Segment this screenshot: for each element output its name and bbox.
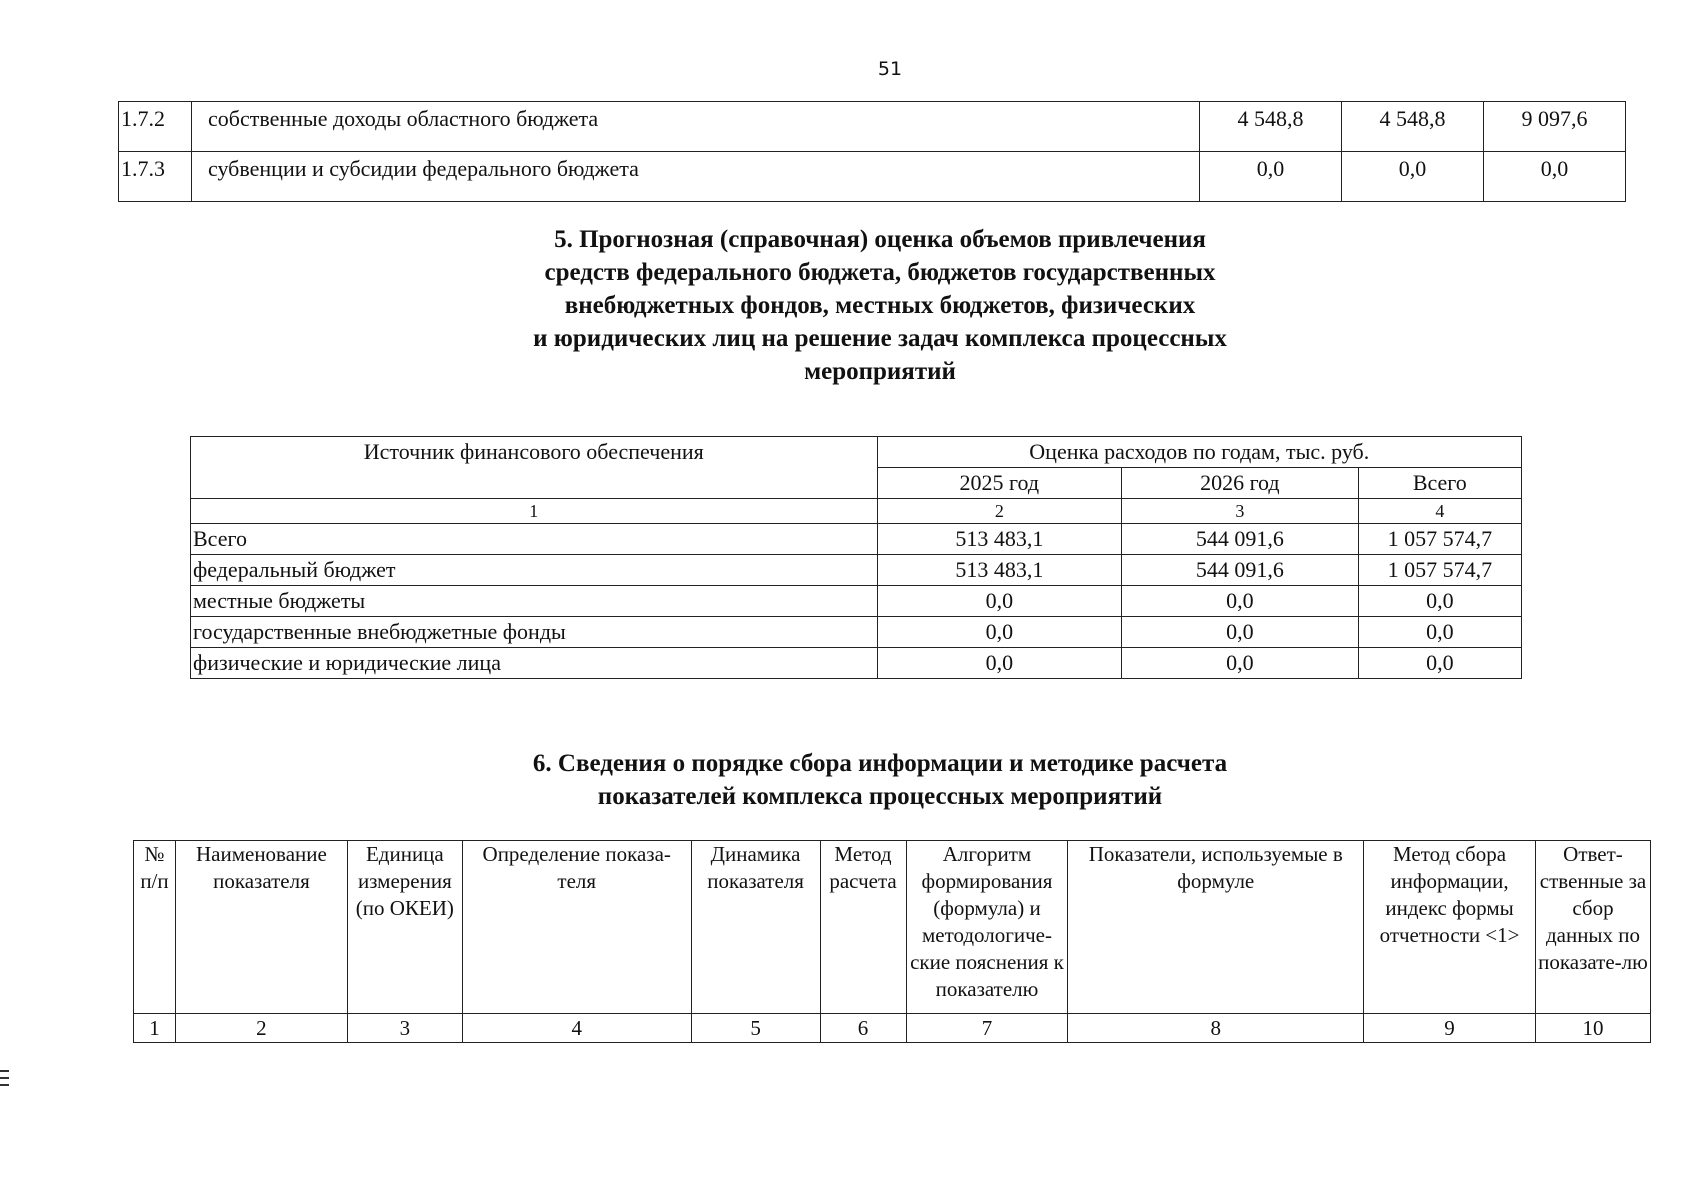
header-indicator-name: Наименование показателя [175,841,347,1014]
header-row [191,437,1522,468]
row-value-3: 0,0 [1484,152,1626,202]
header-formula-indicators: Показатели, используемые в формуле [1068,841,1364,1014]
row-value-1: 4 548,8 [1200,102,1342,152]
index-cell: 10 [1536,1014,1651,1043]
index-cell: 4 [462,1014,691,1043]
index-cell: 1 [134,1014,176,1043]
index-cell: 2 [877,499,1122,524]
row-2025: 0,0 [877,586,1122,617]
table-budget-continuation [118,101,1626,202]
row-2025: 0,0 [877,648,1122,679]
header-definition: Определение показа-теля [462,841,691,1014]
table-financing-estimate [190,436,1522,679]
row-label: физические и юридические лица [191,648,878,679]
row-2025: 513 483,1 [877,524,1122,555]
row-code: 1.7.2 [119,102,192,152]
table-row [191,555,1522,586]
index-cell: 3 [1122,499,1359,524]
header-source: Источник финансового обеспечения [191,437,878,499]
section5-title-line: внебюджетных фондов, местных бюджетов, физических [564,292,1196,319]
index-cell: 3 [347,1014,462,1043]
header-estimate: Оценка расходов по годам, тыс. руб. [877,437,1521,468]
row-total: 0,0 [1358,617,1521,648]
table-row [191,586,1522,617]
row-2026: 0,0 [1122,617,1359,648]
section5-title-line: мероприятий [804,358,956,385]
row-2025: 0,0 [877,617,1122,648]
row-value-2: 4 548,8 [1342,102,1484,152]
header-dynamics: Динамика показателя [691,841,820,1014]
table-row [191,648,1522,679]
index-cell: 8 [1068,1014,1364,1043]
section5-title [0,223,1697,388]
row-name: субвенции и субсидии федерального бюджета [192,152,1200,202]
row-total: 1 057 574,7 [1358,524,1521,555]
row-label: государственные внебюджетные фонды [191,617,878,648]
index-cell: 4 [1358,499,1521,524]
header-year-2026: 2026 год [1122,468,1359,499]
row-2026: 544 091,6 [1122,524,1359,555]
header-year-2025: 2025 год [877,468,1122,499]
row-2025: 513 483,1 [877,555,1122,586]
row-total: 0,0 [1358,586,1521,617]
table-indicator-methodology [133,840,1651,1043]
row-value-1: 0,0 [1200,152,1342,202]
header-total: Всего [1358,468,1521,499]
header-unit: Единица измерения (по ОКЕИ) [347,841,462,1014]
row-name: собственные доходы областного бюджета [192,102,1200,152]
header-calc-method: Метод расчета [820,841,906,1014]
index-cell: 2 [175,1014,347,1043]
index-cell: 5 [691,1014,820,1043]
index-cell: 9 [1364,1014,1536,1043]
row-code: 1.7.3 [119,152,192,202]
row-2026: 0,0 [1122,586,1359,617]
table-row [191,524,1522,555]
row-value-3: 9 097,6 [1484,102,1626,152]
row-total: 1 057 574,7 [1358,555,1521,586]
index-row [134,1014,1651,1043]
header-algorithm: Алгоритм формирования (формула) и методологиче-ские пояснения к показателю [906,841,1068,1014]
row-2026: 0,0 [1122,648,1359,679]
section5-title-line: средств федерального бюджета, бюджетов государственных [544,259,1216,286]
row-label: федеральный бюджет [191,555,878,586]
index-cell: 7 [906,1014,1068,1043]
header-number: № п/п [134,841,176,1014]
index-row [191,499,1522,524]
index-cell: 1 [191,499,878,524]
row-value-2: 0,0 [1342,152,1484,202]
margin-mark [0,1070,9,1090]
table-row [191,617,1522,648]
section6-title [0,747,1697,813]
section5-title-line: 5. Прогнозная (справочная) оценка объемов привлечения [554,226,1206,253]
header-responsible: Ответ-ственные за сбор данных по показате-лю [1536,841,1651,1014]
row-label: местные бюджеты [191,586,878,617]
section6-title-line: показателей комплекса процессных мероприятий [597,783,1163,810]
section6-title-line: 6. Сведения о порядке сбора информации и методике расчета [532,750,1228,777]
index-cell: 6 [820,1014,906,1043]
row-total: 0,0 [1358,648,1521,679]
header-collection-method: Метод сбора информации, индекс формы отчетности <1> [1364,841,1536,1014]
row-2026: 544 091,6 [1122,555,1359,586]
row-label: Всего [191,524,878,555]
header-row [134,841,1651,1014]
table-row [119,102,1626,152]
table-row [119,152,1626,202]
section5-title-line: и юридических лиц на решение задач комплекса процессных [533,325,1227,352]
page-number: 51 [877,58,903,80]
